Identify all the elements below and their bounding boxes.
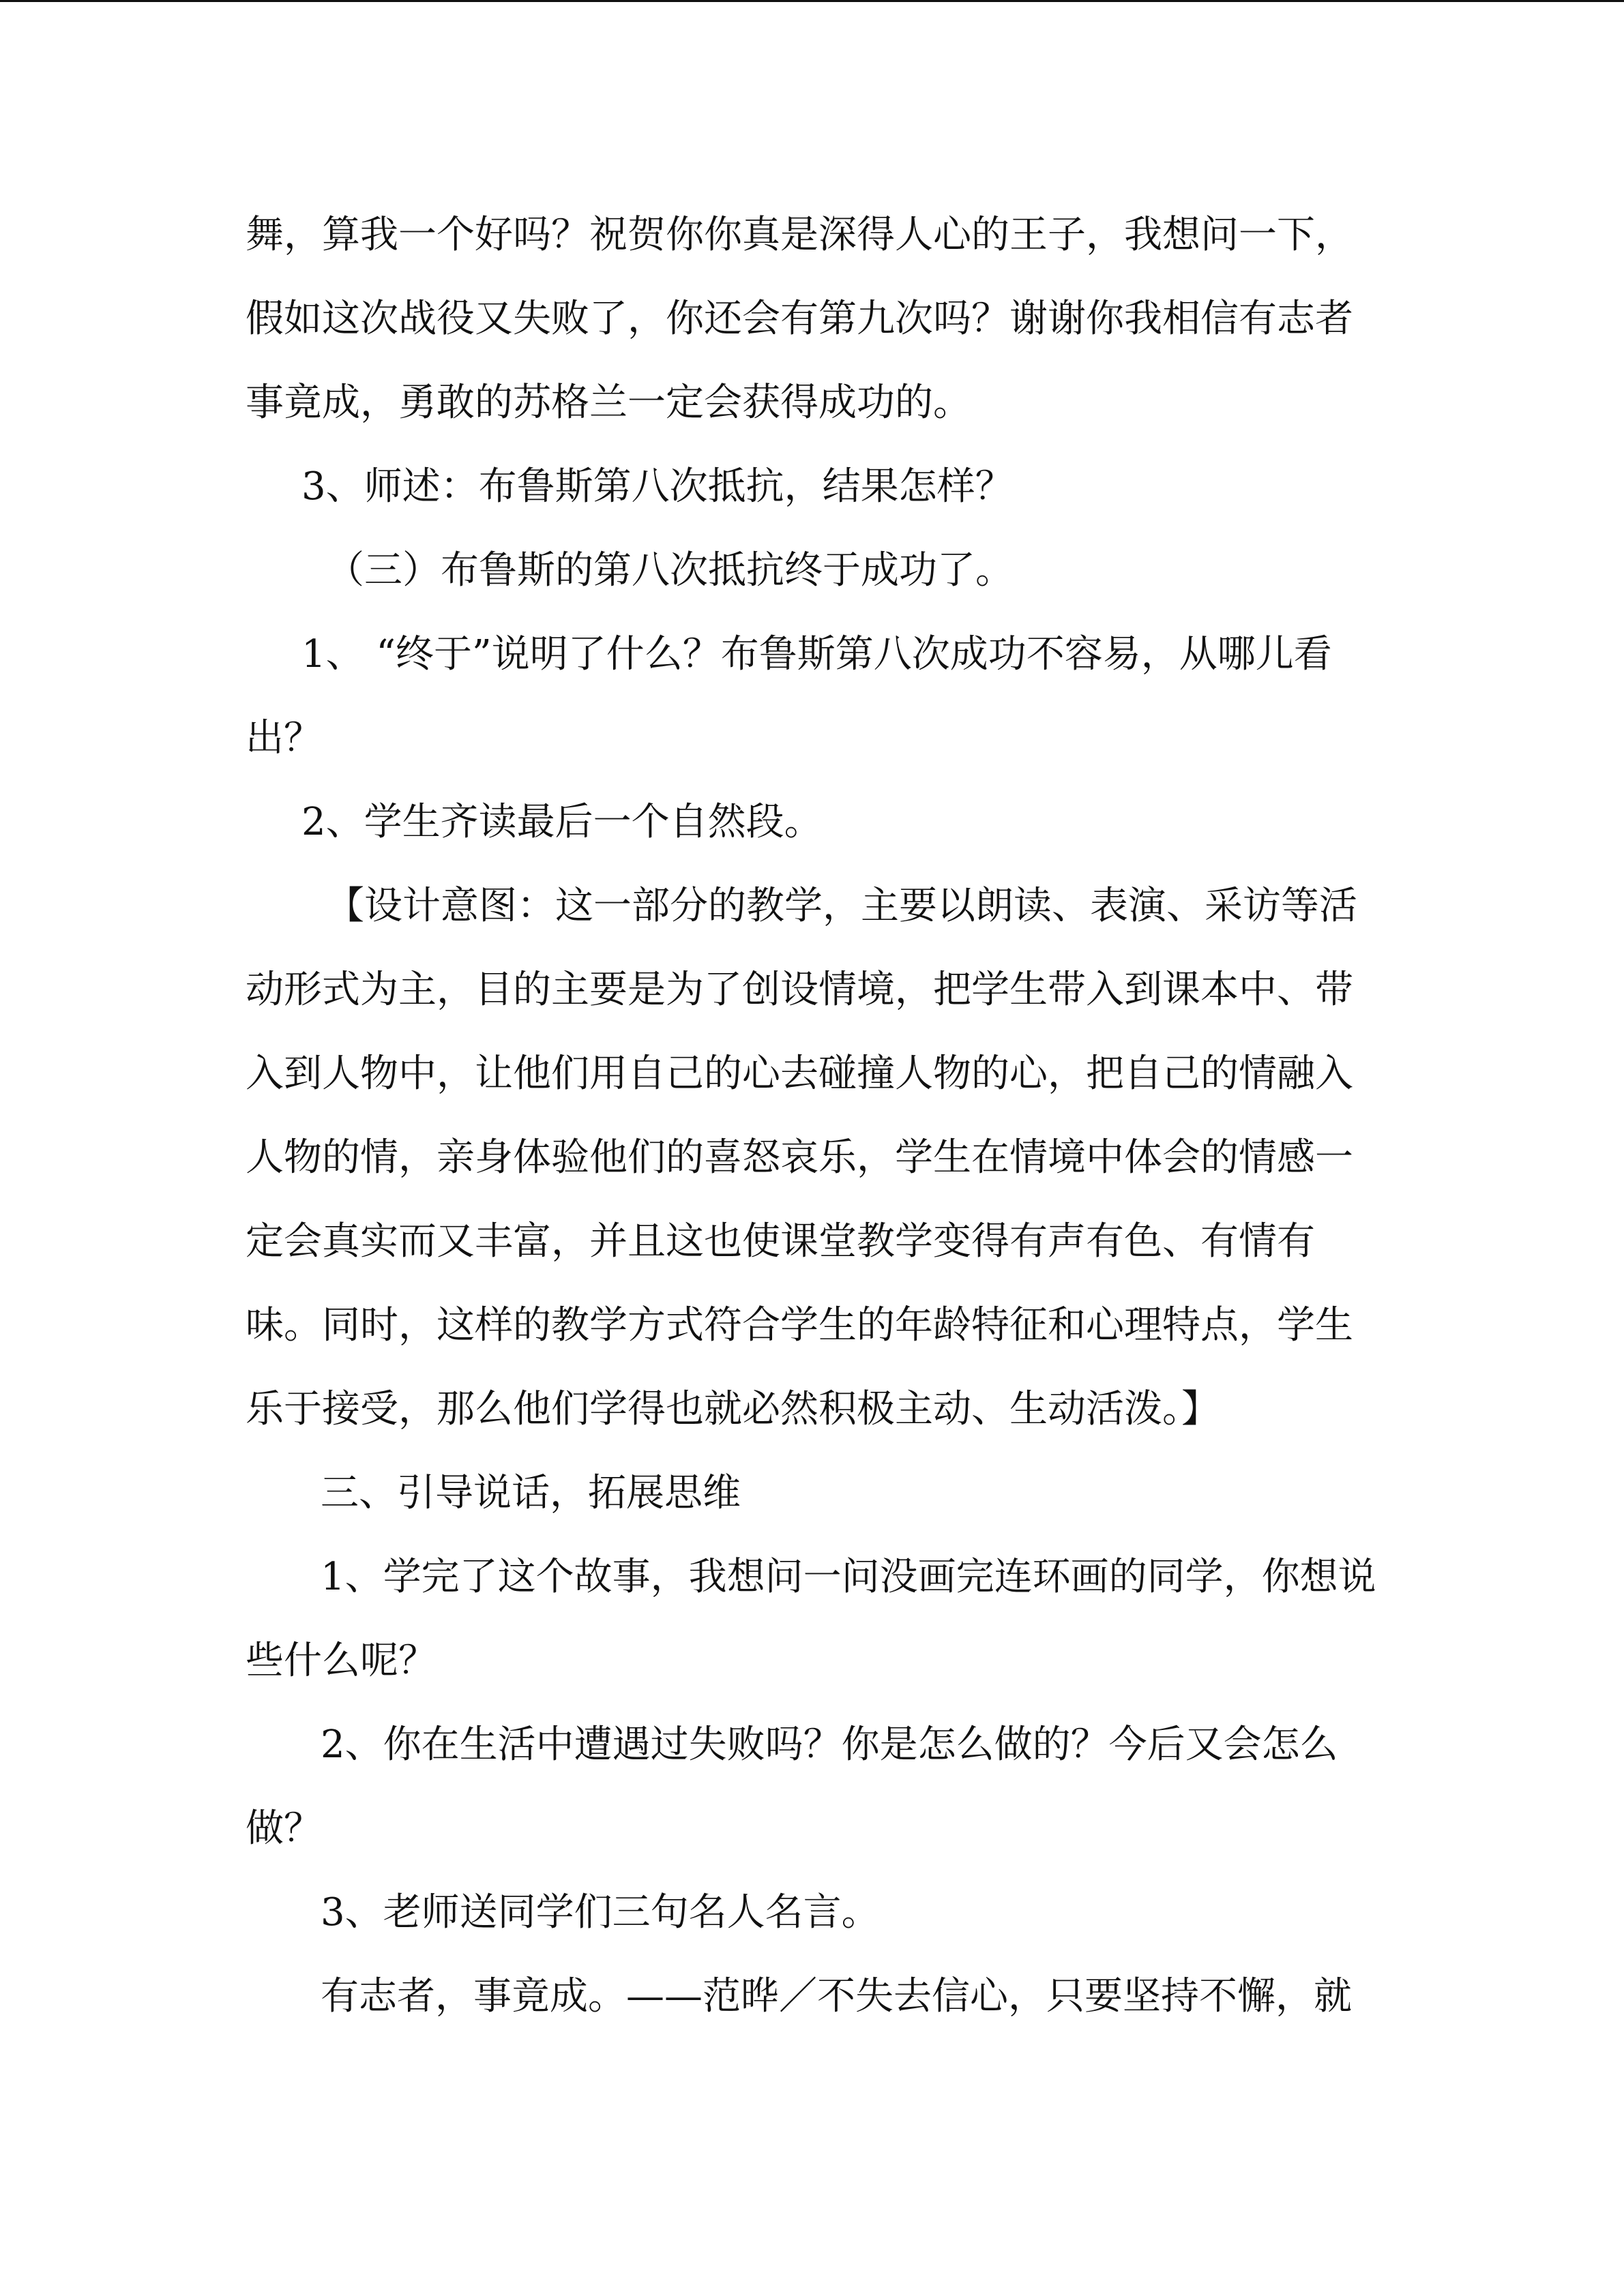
text-line: 味。同时，这样的教学方式符合学生的年龄特征和心理特点，学生	[246, 1303, 1353, 1347]
quote-line: 有志者，事竟成。——范晔／不失去信心，只要坚持不懈，就	[321, 1974, 1352, 2018]
text-line: 3、师述：布鲁斯第八次抵抗，结果怎样？	[301, 464, 1014, 509]
text-line: 3、老师送同学们三句名人名言。	[321, 1890, 880, 1935]
text-line: 做？	[246, 1806, 322, 1851]
text-line: 事竟成，勇敢的苏格兰一定会获得成功的。	[246, 381, 971, 425]
text-line: 2、你在生活中遭遇过失败吗？你是怎么做的？今后又会怎么	[321, 1723, 1338, 1767]
text-line: 定会真实而又丰富，并且这也使课堂教学变得有声有色、有情有	[246, 1219, 1315, 1264]
text-line: 人物的情，亲身体验他们的喜怒哀乐，学生在情境中体会的情感一	[246, 1135, 1353, 1180]
section-heading: （三）布鲁斯的第八次抵抗终于成功了。	[326, 548, 1014, 593]
text-line: 入到人物中，让他们用自己的心去碰撞人物的心，把自己的情融入	[246, 1052, 1353, 1096]
text-line: 动形式为主，目的主要是为了创设情境，把学生带入到课本中、带	[246, 968, 1353, 1012]
text-line: 假如这次战役又失败了，你还会有第九次吗？谢谢你我相信有志者	[246, 297, 1353, 341]
page-top-border	[0, 0, 1624, 2]
text-line: 出？	[246, 716, 322, 760]
text-line: 1、 “终于”说明了什么？布鲁斯第八次成功不容易，从哪儿看	[301, 632, 1332, 676]
text-line: 1、学完了这个故事，我想问一问没画完连环画的同学，你想说	[321, 1555, 1376, 1599]
text-line: 舞，算我一个好吗？祝贺你你真是深得人心的王子，我想问一下，	[246, 213, 1353, 257]
text-line: 乐于接受，那么他们学得也就必然积极主动、生动活泼。】	[246, 1387, 1220, 1431]
text-line: 2、学生齐读最后一个自然段。	[301, 800, 823, 844]
section-heading: 三、引导说话，拓展思维	[321, 1471, 741, 1515]
design-intent-paragraph: 【设计意图：这一部分的教学，主要以朗读、表演、采访等活	[326, 884, 1357, 928]
text-line: 些什么呢？	[246, 1639, 437, 1683]
